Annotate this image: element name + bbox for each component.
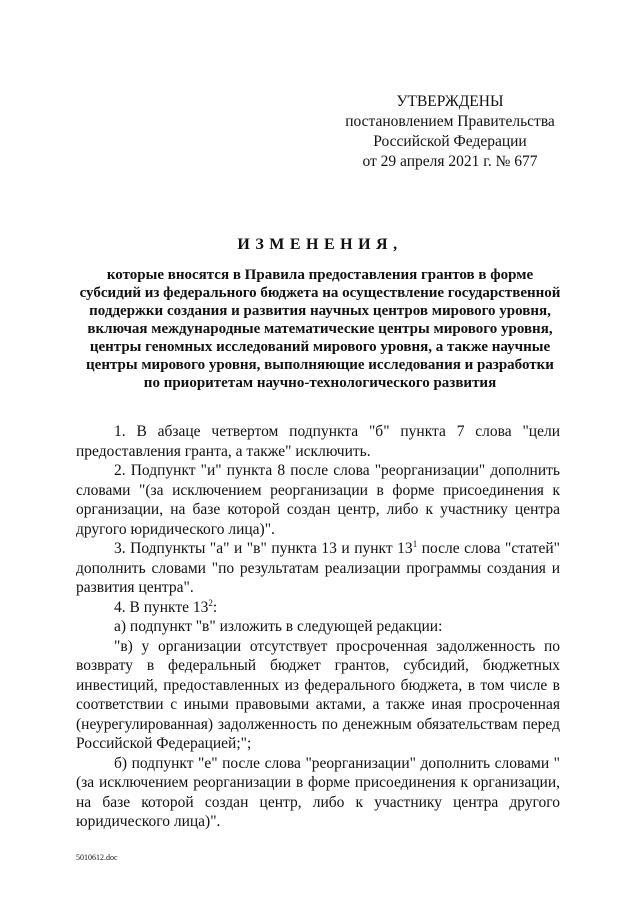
superscript-2: 2 [208, 597, 213, 608]
subtitle-line: поддержки создания и развития научных центров мирового уровня, [89, 303, 551, 319]
paragraph-1: 1. В абзаце четвертом подпункта "б" пункта 7 слова "цели предоставления гранта, а также" исключить. [76, 423, 560, 460]
paragraph-4-end: : [212, 598, 218, 616]
subtitle-line: по приоритетам научно-технологического развития [143, 375, 497, 391]
subtitle-line: которые вносятся в Правила предоставления грантов в форме [106, 267, 534, 283]
approval-line-country: Российской Федерации [373, 133, 527, 150]
paragraph-2: 2. Подпункт "и" пункта 8 после слова "реорганизации" дополнить словами "(за исключением реорганизации в форме присоединения к организации, на базе которой создан центр, либо к участнику центра другого юридического лица)". [76, 462, 560, 538]
paragraph-3-end: после слова "статей" дополнить словами "по результатам реализации программы создания и развития центра". [76, 540, 560, 596]
paragraph-4a: а) подпункт "в" изложить в следующей редакции: [114, 618, 443, 635]
approval-heading: УТВЕРЖДЕНЫ [396, 93, 504, 110]
subtitle-line: центры мирового уровня, выполняющие исследования и разработки [86, 357, 554, 373]
subtitle-line: субсидий из федерального бюджета на осуществление государственной [79, 285, 561, 301]
paragraph-3 [76, 539, 560, 598]
approval-line-date-number: от 29 апреля 2021 г. № 677 [362, 153, 538, 170]
document-title: ИЗМЕНЕНИЯ, [237, 236, 403, 253]
superscript-1: 1 [412, 538, 418, 549]
paragraph-quoted-v: "в) у организации отсутствует просроченная задолженность по возврату в федеральный бюджет грантов, субсидий, бюджетных инвестиций, предоставленных из федерального бюджета, в том числе в соответствии с иными правовыми актами, а также иная просроченная (неурегулированная) задолженность по денежным обязательствам перед Российской Федерацией;"; [76, 637, 560, 752]
paragraph-4b: б) подпункт "е" после слова "реорганизации" дополнить словами "(за исключением реорганизации в форме присоединения к организации, на базе которой создан центр, либо к участнику центра другого юридического лица)". [76, 754, 560, 830]
paragraph-3-start: 3. Подпункты "а" и "в" пункта 13 и пункт 13 [114, 540, 413, 557]
paragraph-4-start: 4. В пункте 13 [114, 598, 209, 616]
footer-filename: 5010612.doc [76, 853, 118, 862]
paragraph-4 [76, 598, 560, 618]
subtitle-line: центры геномных исследований мирового уровня, а также научные [89, 339, 551, 355]
subtitle-line: включая международные математические центры мирового уровня, [87, 321, 553, 337]
approval-line-resolution: постановлением Правительства [345, 113, 555, 130]
document-subtitle [60, 266, 580, 392]
approval-block [330, 92, 570, 172]
document-body [76, 422, 560, 832]
